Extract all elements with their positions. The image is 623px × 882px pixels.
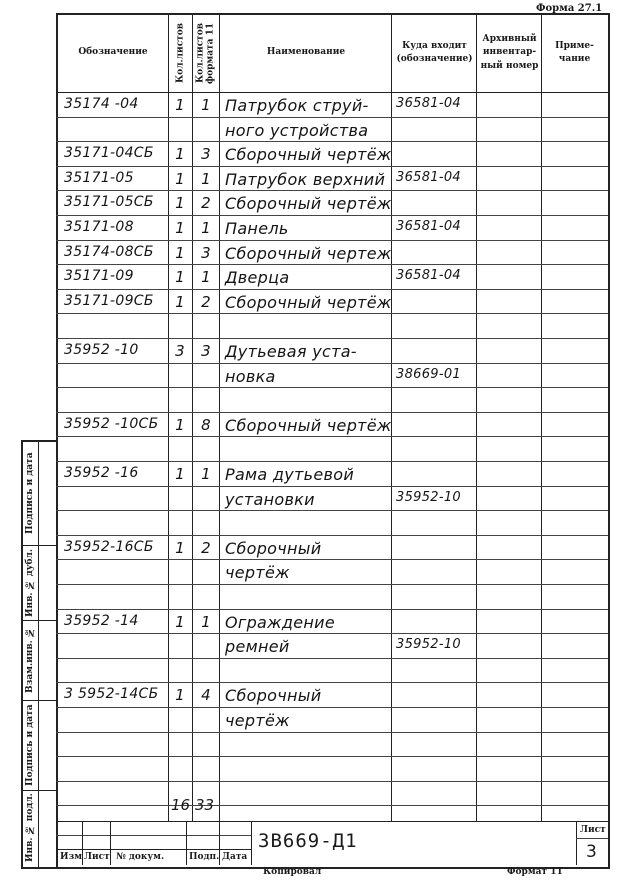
row-line [56, 338, 608, 339]
row-format: 1 [201, 219, 211, 237]
row-line [56, 559, 608, 560]
row-name: Сборочный [225, 538, 322, 558]
row-sheets: 1 [175, 612, 185, 631]
row-sheets: 1 [175, 194, 185, 213]
row-line [56, 313, 608, 314]
header-note: Приме- чание [555, 40, 594, 64]
header-where-used: Куда входит (обозначение) [396, 40, 473, 64]
row-line [56, 609, 608, 610]
stamp-podp: Подп. [189, 852, 220, 862]
row-name: ного устройства [225, 120, 369, 140]
row-line [56, 461, 608, 462]
header-bottom-line [56, 92, 608, 93]
row-sheets: 1 [175, 96, 185, 114]
row-where-used: 36581-04 [396, 268, 461, 284]
row-line [56, 756, 608, 757]
stamp-col-2 [110, 821, 111, 865]
stamp-list: Лист [84, 852, 110, 862]
stamp-col-6 [576, 821, 577, 865]
header-format-sheets: Кол.листов формата 11 [195, 22, 216, 84]
side-label-sign-date-bottom: Подпись и дата [25, 704, 35, 787]
row-line [56, 240, 608, 241]
stamp-row-line-1 [56, 835, 251, 836]
row-name: Сборочный [225, 686, 322, 706]
row-name: установки [225, 489, 315, 509]
row-line [56, 190, 608, 191]
row-line [56, 805, 608, 806]
document-number: 3В669-Д1 [258, 830, 358, 852]
row-format: 2 [201, 194, 211, 213]
row-designation: 35952 -10СБ [64, 415, 159, 432]
row-name: Дверца [225, 268, 290, 288]
row-format: 2 [201, 292, 211, 311]
row-designation: 35171-08 [64, 219, 134, 235]
row-line [56, 781, 608, 782]
row-where-used: 36581-04 [396, 169, 461, 185]
row-designation: 35952 -10 [64, 342, 139, 358]
row-designation: 35171-05 [64, 169, 134, 186]
row-name: Сборочный чертёж [225, 292, 392, 312]
row-name: Патрубок верхний [225, 169, 386, 189]
row-line [56, 141, 608, 142]
row-line [56, 732, 608, 733]
col-line-sheets [168, 13, 169, 821]
stamp-dokum: № докум. [116, 852, 165, 862]
row-designation: 35171-09 [64, 268, 134, 285]
col-line-format [192, 13, 193, 821]
row-sheets: 1 [175, 538, 185, 557]
row-format: 1 [201, 465, 211, 483]
row-format: 3 [201, 243, 211, 262]
row-sheets: 1 [175, 415, 185, 434]
row-name: Сборочный чертёж [225, 194, 392, 214]
row-name: Ограждение [225, 612, 335, 632]
row-format: 1 [201, 96, 211, 114]
row-designation: 35171-09СБ [64, 292, 154, 309]
row-sheets: 1 [175, 686, 185, 705]
stamp-izm: Изм [60, 852, 83, 862]
stamp-col-5 [251, 821, 252, 865]
row-designation: 35952-16СБ [64, 538, 154, 555]
row-where-used: 36581-04 [396, 219, 461, 234]
row-sheets: 1 [175, 465, 185, 483]
row-where-used: 35952-10 [396, 637, 461, 653]
row-format: 1 [201, 169, 211, 188]
stamp-col-3 [186, 821, 187, 865]
row-name: Сборочный чертёж [225, 145, 392, 165]
side-label-sign-date-top: Подпись и дата [25, 452, 35, 534]
form-number-label: Форма 27.1 [536, 3, 603, 14]
footer-format: Формат 11 [507, 867, 563, 877]
row-format: 2 [201, 538, 211, 557]
row-name: Панель [225, 219, 289, 238]
header-sheets-count: Кол.листов [175, 23, 186, 84]
row-line [56, 436, 608, 437]
stamp-data: Дата [222, 852, 248, 862]
stamp-sheet-label: Лист [580, 825, 606, 835]
header-designation: Обозначение [78, 47, 148, 58]
row-name: Сборочный чертёж [225, 415, 392, 435]
side-strip-sep-3 [21, 700, 56, 701]
footer-copied: Копировал [263, 867, 322, 877]
row-line [56, 117, 608, 118]
row-name: чертёж [225, 711, 290, 730]
row-format: 3 [201, 342, 211, 360]
row-line [56, 215, 608, 216]
row-line [56, 633, 608, 634]
row-line [56, 584, 608, 585]
header-name: Наименование [266, 47, 346, 58]
row-name: Патрубок струй- [225, 96, 369, 115]
row-designation: 35952 -14 [64, 612, 139, 629]
row-name: чертёж [225, 563, 290, 583]
row-sheets: 1 [175, 145, 185, 164]
row-format: 1 [201, 612, 211, 631]
row-designation: 35952 -16 [64, 465, 139, 481]
row-line [56, 658, 608, 659]
row-sheets: 1 [175, 219, 185, 237]
side-label-inv-dubl: Инв. № дубл. [25, 549, 35, 617]
row-line [56, 363, 608, 364]
row-line [56, 289, 608, 290]
row-where-used: 38669-01 [396, 366, 461, 382]
stamp-col-1 [82, 821, 83, 865]
row-sheets: 3 [175, 342, 185, 360]
side-strip-sep-2 [21, 620, 56, 621]
row-format: 1 [201, 268, 211, 287]
row-sheets: 1 [175, 243, 185, 262]
col-line-archive [476, 13, 477, 821]
side-strip-divider [38, 440, 39, 867]
side-label-inv-podl: Инв. № подл. [25, 793, 35, 863]
row-line [56, 264, 608, 265]
row-sheets: 1 [175, 292, 185, 311]
row-line [56, 166, 608, 167]
row-name: ремней [225, 637, 290, 657]
header-archive: Архивный инвентар- ный номер [480, 34, 539, 71]
row-line [56, 412, 608, 413]
row-designation: 35171-04СБ [64, 145, 154, 162]
row-line [56, 682, 608, 683]
stamp-sheet-divider [576, 838, 608, 839]
stamp-sheet-number: 3 [586, 842, 597, 862]
side-strip-sep-1 [21, 545, 56, 546]
row-name: новка [225, 366, 276, 386]
row-name: Рама дутьевой [225, 465, 355, 484]
total-sheets: 16 [171, 796, 191, 814]
row-name: Сборочный чертеж [225, 243, 392, 263]
row-designation: 35171-05СБ [64, 194, 154, 211]
col-line-note [541, 13, 542, 821]
stamp-row-line-2 [56, 849, 251, 850]
row-line [56, 707, 608, 708]
row-line [56, 486, 608, 487]
row-line [56, 510, 608, 511]
row-name: Дутьевая уста- [225, 342, 357, 361]
row-designation: 3 5952-14СБ [64, 686, 159, 703]
row-sheets: 1 [175, 268, 185, 287]
row-where-used: 36581-04 [396, 96, 461, 111]
col-line-name [219, 13, 220, 821]
row-line [56, 387, 608, 388]
stamp-top-line [56, 821, 608, 822]
row-sheets: 1 [175, 169, 185, 188]
row-line [56, 535, 608, 536]
row-format: 4 [201, 686, 211, 705]
row-format: 3 [201, 145, 211, 164]
side-strip-sep-4 [21, 790, 56, 791]
row-designation: 35174-08СБ [64, 243, 154, 260]
total-format: 33 [195, 796, 215, 814]
row-designation: 35174 -04 [64, 96, 139, 112]
side-label-vzam-inv: Взам.инв. № [25, 627, 35, 694]
row-where-used: 35952-10 [396, 489, 461, 505]
row-format: 8 [201, 415, 211, 434]
